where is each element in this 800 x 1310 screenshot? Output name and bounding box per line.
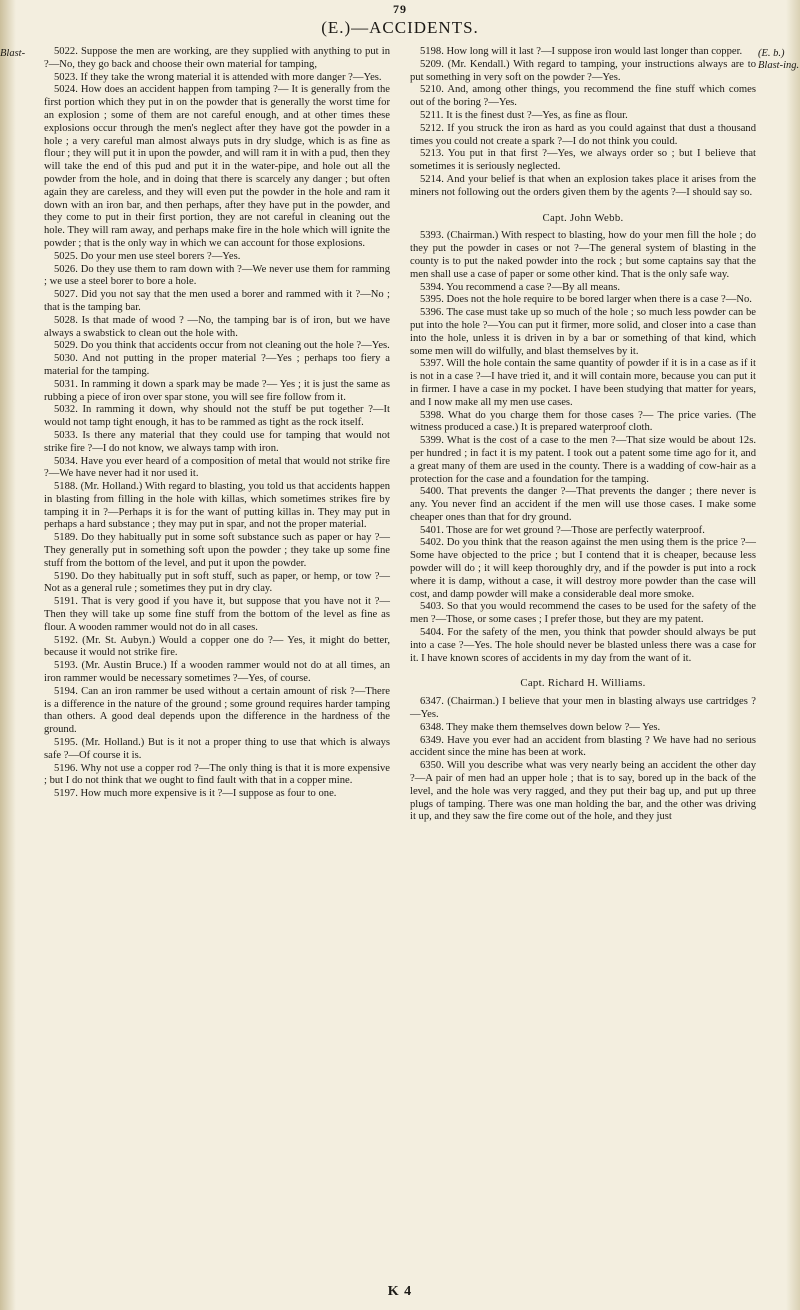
margin-note-left: Blast- [0, 48, 26, 59]
testimony-paragraph: 5024. How does an accident happen from tamping ?— It is generally from the first portion which they put in on the powder that is generally the worst time for an explosion ; some of them are not careful enough, and at other times these explosions occur through the men's neglect after they have got the powder in a hole ; a very careful man almost always puts in dry sludge, which is as fine as flour ; they will put it in upon the powder, and will ram it in with a pud, then they will take the end of this pud and put it in the water-pipe, and hole out all the powder from the hole, and in doing that there is scarcely any danger ; but often again they are careless, and they will even put the powder in the hole and ram it down with an iron bar, and then perhaps, after they have put in the powder, and they come to put in their first portion, they are not careful in cleaning out the hole. They will ram away, and perhaps make fire in the hole which will ignite the powder ; that is the only way in which we can account for those explosions. [44, 84, 390, 249]
testimony-paragraph: 5210. And, among other things, you recommend the fine stuff which comes out of the boring ?—Yes. [410, 84, 756, 109]
testimony-paragraph: 5196. Why not use a copper rod ?—The only thing is that it is more expensive ; but I do not think that we ought to find fault with that in a copper mine. [44, 762, 390, 787]
testimony-paragraph: 5027. Did you not say that the men used a borer and rammed with it ?—No ; that is the tamping bar. [44, 289, 390, 313]
page-edge-shadow-left [0, 0, 16, 1310]
testimony-paragraph: 5029. Do you think that accidents occur from not cleaning out the hole ?—Yes. [54, 340, 390, 352]
testimony-paragraph: 5402. Do you think that the reason against the men using them is the price ?—Some have objected to the price ; but I contend that it is cheaper, because less powder will do ; it will keep thoroughly dry, and if the powder is put into a rock where it is damp, without a case, it will destroy more powder than the case will cost, and damp powder will make a considerable deal more smoke. [410, 537, 756, 600]
section-heading: (E.)—ACCIDENTS. [321, 18, 479, 37]
testimony-paragraph: 5192. (Mr. St. Aubyn.) Would a copper one do ?— Yes, it might do better, because it would not strike fire. [44, 634, 390, 659]
testimony-paragraph: 5195. (Mr. Holland.) But is it not a proper thing to use that which is always safe ?—Of course it is. [44, 737, 390, 761]
testimony-paragraph: 5022. Suppose the men are working, are they supplied with anything to put in ?—No, they go back and choose their own material for tamping, [44, 46, 390, 70]
testimony-paragraph: 5395. Does not the hole require to be bored larger when there is a case ?—No. [420, 294, 752, 306]
testimony-paragraph: 5209. (Mr. Kendall.) With regard to tamping, your instructions always are to put something in very soft on the powder ?—Yes. [410, 58, 756, 83]
right-column-intro [410, 46, 756, 200]
testimony-paragraph: 6347. (Chairman.) I believe that your men in blasting always use cartridges ?—Yes. [410, 696, 756, 721]
testimony-paragraph: 5034. Have you ever heard of a composition of metal that would not strike fire ?—We have never had it nor used it. [44, 455, 390, 480]
testimony-paragraph: 6350. Will you describe what was very nearly being an accident the other day ?—A pair of men had an upper hole ; that is to say, bored up in the back of the level, and the hole was very ragged, and they put their bag up, and put up three plugs of tamping. There was one man holding the bar, and the other was driving it up, and they saw the fire come out of the hole, and they just [410, 760, 756, 823]
testimony-paragraph: 5394. You recommend a case ?—By all means. [420, 281, 621, 293]
testimony-paragraph: 5393. (Chairman.) With respect to blasting, how do your men fill the hole ; do they put the powder in cases or not ?—The general system of blasting in the county is to put the naked powder into the rock ; but some captains say that the men shall use a case of paper or some other kind. That is the only safe way. [410, 230, 756, 280]
testimony-paragraph: 5213. You put in that first ?—Yes, we always order so ; but I believe that sometimes it is seriously neglected. [410, 148, 756, 173]
testimony-paragraph: 5212. If you struck the iron as hard as you could against that dust a thousand times you could not create a spark ?—I do not think you could. [410, 122, 756, 147]
testimony-paragraph: 5401. Those are for wet ground ?—Those are perfectly waterproof. [420, 524, 705, 536]
left-column [44, 46, 390, 801]
testimony-paragraph: 6348. They make them themselves down below ?— Yes. [420, 721, 661, 733]
margin-note-right: (E. b.) Blast-ing. [758, 48, 800, 71]
testimony-paragraph: 5198. How long will it last ?—I suppose iron would last longer than copper. [420, 46, 743, 57]
testimony-paragraph: 5214. And your belief is that when an explosion takes place it arises from the miners not following out the orders given them by the agents ?—I should say so. [410, 173, 756, 198]
testimony-paragraph: 5194. Can an iron rammer be used without a certain amount of risk ?—There is a difference in the nature of the ground ; some ground requires harder tamping than others. A good deal depends upon the difference in the hardness of the ground. [44, 685, 390, 736]
testimony-paragraph: 5188. (Mr. Holland.) With regard to blasting, you told us that accidents happen in blasting from filling in the hole with killas, which sometimes strikes fire by tamping it in ?—Perhaps it is for the want of putting killas in. They may put in perhaps a hard substance ; they may put in spar, and not the proper material. [44, 481, 390, 531]
testimony-paragraph: 5403. So that you would recommend the cases to be used for the safety of the men ?—Those, or some cases ; I prefer those, but they are my patent. [410, 601, 756, 626]
page-number: 79 [393, 2, 407, 16]
page-edge-shadow-right [786, 0, 800, 1310]
speaker-heading-webb: Capt. John Webb. [542, 211, 624, 224]
testimony-paragraph: 5397. Will the hole contain the same quantity of powder if it is in a case as if it is not in a case ?—I have tried it, and it will contain more, because you can put it in firmer. I have a case in my pocket. I have been studying that matter for years, and I now make all my men use cases. [410, 358, 756, 408]
testimony-paragraph: 5032. In ramming it down, why should not the stuff be put together ?—It would not tamp tight enough, it has to be rammed as tight as the rock itself. [44, 404, 390, 429]
testimony-paragraph: 5399. What is the cost of a case to the men ?—That size would be about 12s. per hundred ; in fact it is my patent. I took out a patent some time ago for it, and a great many of them are used in the county. There is a wadding of cow-hair as a protection for the case and a foundation for the tamping. [410, 435, 756, 485]
testimony-paragraph: 5398. What do you charge them for those cases ?— The price varies. (The witness produced a case.) It is prepared waterproof cloth. [410, 409, 756, 434]
testimony-paragraph: 5031. In ramming it down a spark may be made ?— Yes ; it is just the same as rubbing a piece of iron over spar stone, you will see fire follow from it. [44, 378, 390, 403]
testimony-paragraph: 5025. Do your men use steel borers ?—Yes. [54, 250, 241, 262]
testimony-paragraph: 5030. And not putting in the proper material ?—Yes ; perhaps too fiery a material for the tamping. [44, 353, 390, 377]
testimony-paragraph: 5189. Do they habitually put in some soft substance such as paper or hay ?—They generally put in something soft upon the powder ; they take up some fine stuff from the bottom of the level, and put it upon the powder. [44, 532, 390, 569]
testimony-paragraph: 5193. (Mr. Austin Bruce.) If a wooden rammer would not do at all times, an iron rammer would be necessary sometimes ?—Yes, of course. [44, 660, 390, 685]
signature-mark: K 4 [387, 1284, 413, 1299]
right-column-webb-testimony [410, 230, 756, 665]
testimony-paragraph: 5197. How much more expensive is it ?—I suppose as four to one. [54, 788, 337, 800]
testimony-paragraph: 5191. That is very good if you have it, but suppose that you have not it ?—Then they will take up some fine stuff from the bottom of the level as fine as flour. A wooden rammer would not do in all cases. [44, 596, 390, 633]
testimony-paragraph: 5028. Is that made of wood ? —No, the tamping bar is of iron, but we have always a swabstick to clean out the hole with. [44, 314, 390, 339]
testimony-paragraph: 5026. Do they use them to ram down with ?—We never use them for ramming ; we use a steel borer to bore a hole. [44, 263, 390, 288]
testimony-paragraph: 5190. Do they habitually put in soft stuff, such as paper, or hemp, or tow ?—Not as a general rule ; sometimes they put in dry clay. [44, 570, 390, 595]
testimony-paragraph: 5211. It is the finest dust ?—Yes, as fine as flour. [420, 109, 628, 121]
testimony-paragraph: 5396. The case must take up so much of the hole ; so much less powder can be put into the hole ?—You can put it firmer, more solid, and closer into a case than into the hole, unless it is driven in by a bar or something of that kind, which some men will do wilfully, and blast themselves by it. [410, 307, 756, 357]
right-column [410, 46, 756, 824]
speaker-heading-williams: Capt. Richard H. Williams. [520, 677, 646, 690]
right-column-williams-testimony [410, 696, 756, 824]
testimony-paragraph: 5400. That prevents the danger ?—That prevents the danger ; there never is any. You never find an accident if the men will use those cases. I make some cheaper ones than that for dry ground. [410, 486, 756, 523]
testimony-paragraph: 6349. Have you ever had an accident from blasting ? We have had no serious accident since the mine has been at work. [410, 734, 756, 759]
testimony-paragraph: 5023. If they take the wrong material it is attended with more danger ?—Yes. [54, 71, 382, 83]
testimony-paragraph: 5404. For the safety of the men, you think that powder should always be put into a case ?—Yes. The hole should never be blasted unless there was a case for it. I have known scores of accidents in my day from the want of it. [410, 627, 756, 664]
testimony-paragraph: 5033. Is there any material that they could use for tamping that would not strike fire ?—I do not know, we always tamp with iron. [44, 429, 390, 454]
